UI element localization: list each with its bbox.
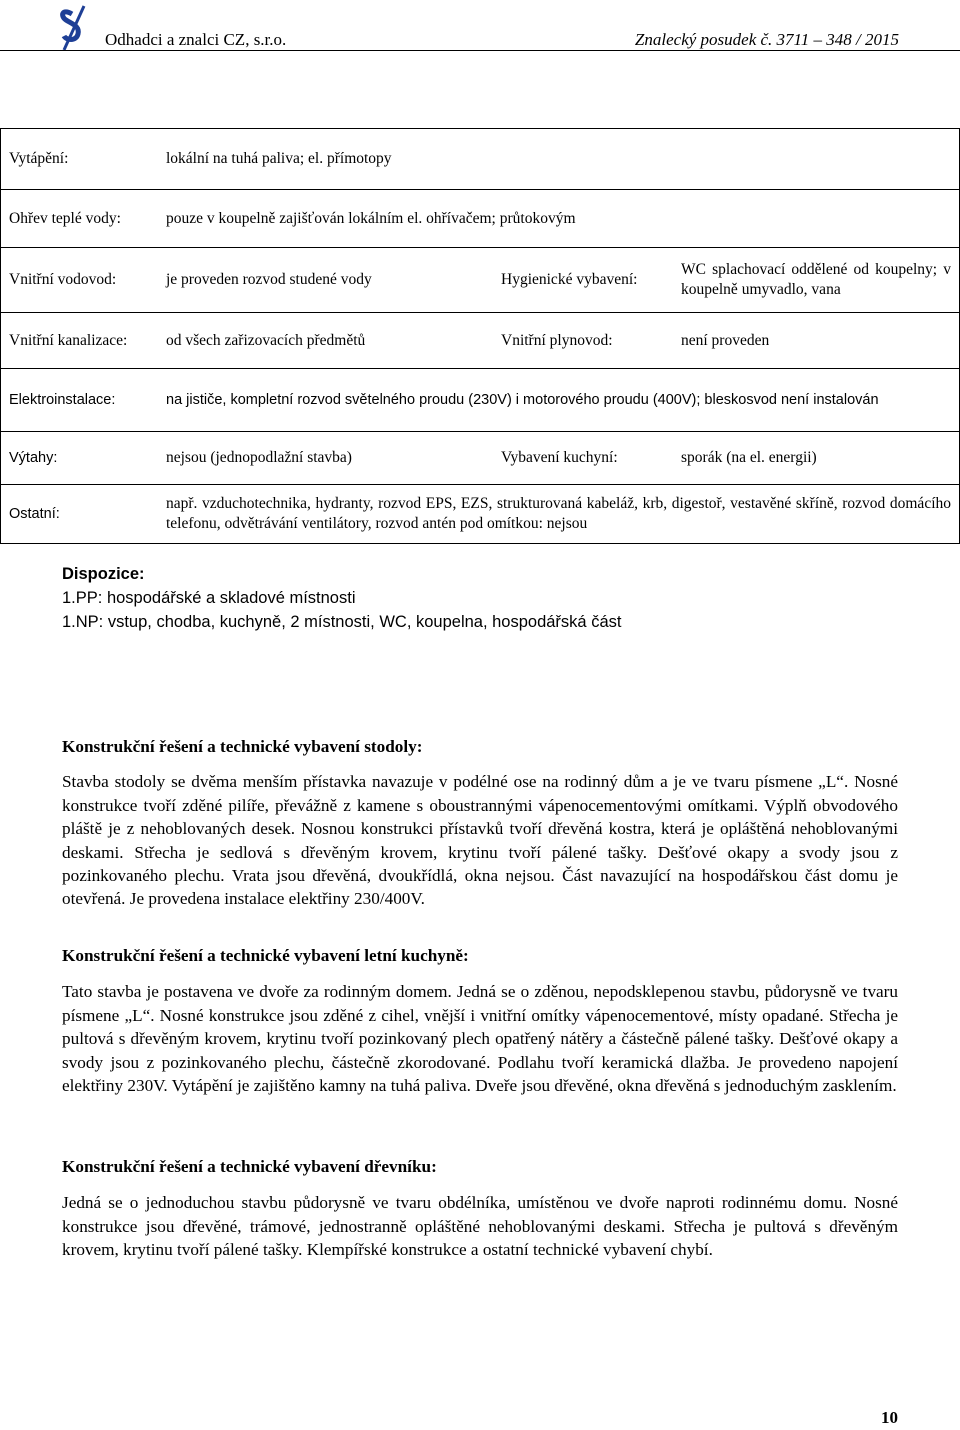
section-stodola [62,735,898,911]
table-row [1,313,959,369]
list-item: 1.PP: hospodářské a skladové místnosti [62,589,356,607]
dispozice-section [62,562,898,634]
row-label-2: Hygienické vybavení: [501,271,638,288]
section-drevnik [62,1155,898,1262]
row-label: Elektroinstalace: [9,392,116,408]
row-label-2: Vnitřní plynovod: [501,331,613,349]
row-value: na jističe, kompletní rozvod světelného proudu (230V) i motorového proudu (400V); bleskosvod není instalován [166,392,879,408]
section-text: Tato stavba je postavena ve dvoře za rodinným domem. Jedná se o zděnou, nepodsklepenou stavbu, půdorysně ve tvaru písmene „L“. Nosné konstrukce jsou zděné z cihel, vnější i vnitřní omítky vápenocementové, místy opadané. Střecha je pultová s dřevěným krovem, krytinu tvoří pozinkovaný plech opatřený nátěry a částečně pálené tašky. Dešťové okapy a svody jsou z pozinkovaného plechu, částečně zkorodované. Podlahu tvoří keramická dlažba. Je provedeno napojení elektřiny 230V. Vytápění je zajištěno kamny na tuhá paliva. Dveře jsou dřevěné, okna dřevěná s jednoduchým zasklením. [62,982,898,1096]
table-row [1,369,959,432]
section-title: Konstrukční řešení a technické vybavení dřevníku: [62,1157,437,1176]
row-label: Vytápění: [9,150,69,167]
row-label: Vnitřní vodovod: [9,271,117,288]
table-row [1,432,959,485]
table-row [1,129,959,190]
table-row [1,190,959,248]
row-value-2: WC splachovací oddělené od koupelny; v koupelně umyvadlo, vana [681,261,951,298]
table-row [1,248,959,313]
section-title: Konstrukční řešení a technické vybavení letní kuchyně: [62,946,469,965]
section-text: Stavba stodoly se dvěma menším přístavka navazuje v podélné ose na rodinný dům a je ve tvaru písmene „L“. Nosné konstrukce tvoří zděné pilíře, převážně z kamene s oboustrannými vápenocementovými omítkami. Výplň obvodového pláště je z nehoblovaných desek. Nosnou konstrukci přístavků tvoří dřevěná kostra, která je opláštěná nehoblovanými deskami. Střecha je sedlová s dřevěným krovem, krytinu tvoří pálené tašky. Dešťové okapy a svody jsou z pozinkovaného plechu. Vrata jsou dřevěná, dvoukřídlá, okna nejsou. Část navazující na hospodářskou část domu je otevřená. Je provedena instalace elektřiny 230/400V. [62,772,898,909]
list-item: 1.NP: vstup, chodba, kuchyně, 2 místnosti, WC, koupelna, hospodářská část [62,613,622,631]
row-label-2: Vybavení kuchyní: [501,449,618,466]
row-label: Vnitřní kanalizace: [9,331,128,349]
header-divider [0,50,960,51]
dispozice-title: Dispozice: [62,565,145,583]
row-value: je proveden rozvod studené vody [166,271,372,288]
report-reference: Znalecký posudek č. 3711 – 348 / 2015 [634,30,899,49]
equipment-table [0,128,960,544]
section-title: Konstrukční řešení a technické vybavení stodoly: [62,737,423,756]
page-number: 10 [881,1408,898,1427]
section-letni-kuchyne [62,944,898,1097]
row-label: Ohřev teplé vody: [9,209,121,227]
section-text: Jedná se o jednoduchou stavbu půdorysně ve tvaru obdélníka, umístěnou ve dvoře naproti rodinnému domu. Nosné konstrukce jsou dřevěné, trámové, jednostranně opláštěné nehoblovanými deskami. Střecha je pultová s dřevěným krovem, krytinu tvoří pálené tašky. Klempířské konstrukce a ostatní technické vybavení chybí. [62,1193,898,1260]
row-value: pouze v koupelně zajišťován lokálním el. ohřívačem; průtokovým [166,209,576,227]
row-label: Výtahy: [9,450,58,466]
row-value: nejsou (jednopodlažní stavba) [166,449,352,466]
row-value-2: sporák (na el. energii) [681,449,817,466]
row-value-2: není proveden [681,331,770,349]
company-name: Odhadci a znalci CZ, s.r.o. [105,30,287,49]
table-row [1,485,959,543]
row-value: lokální na tuhá paliva; el. přímotopy [166,150,392,167]
row-value: např. vzduchotechnika, hydranty, rozvod EPS, EZS, strukturovaná kabeláž, krb, digestoř, vestavěné skříně, rozvod domácího telefonu, odvětrávání ventilátory, rozvod antén pod omítkou: nejsou [166,495,951,532]
row-label: Ostatní: [9,506,60,522]
company-logo-icon [58,2,88,52]
page-header [0,0,960,56]
row-value: od všech zařizovacích předmětů [166,331,366,349]
